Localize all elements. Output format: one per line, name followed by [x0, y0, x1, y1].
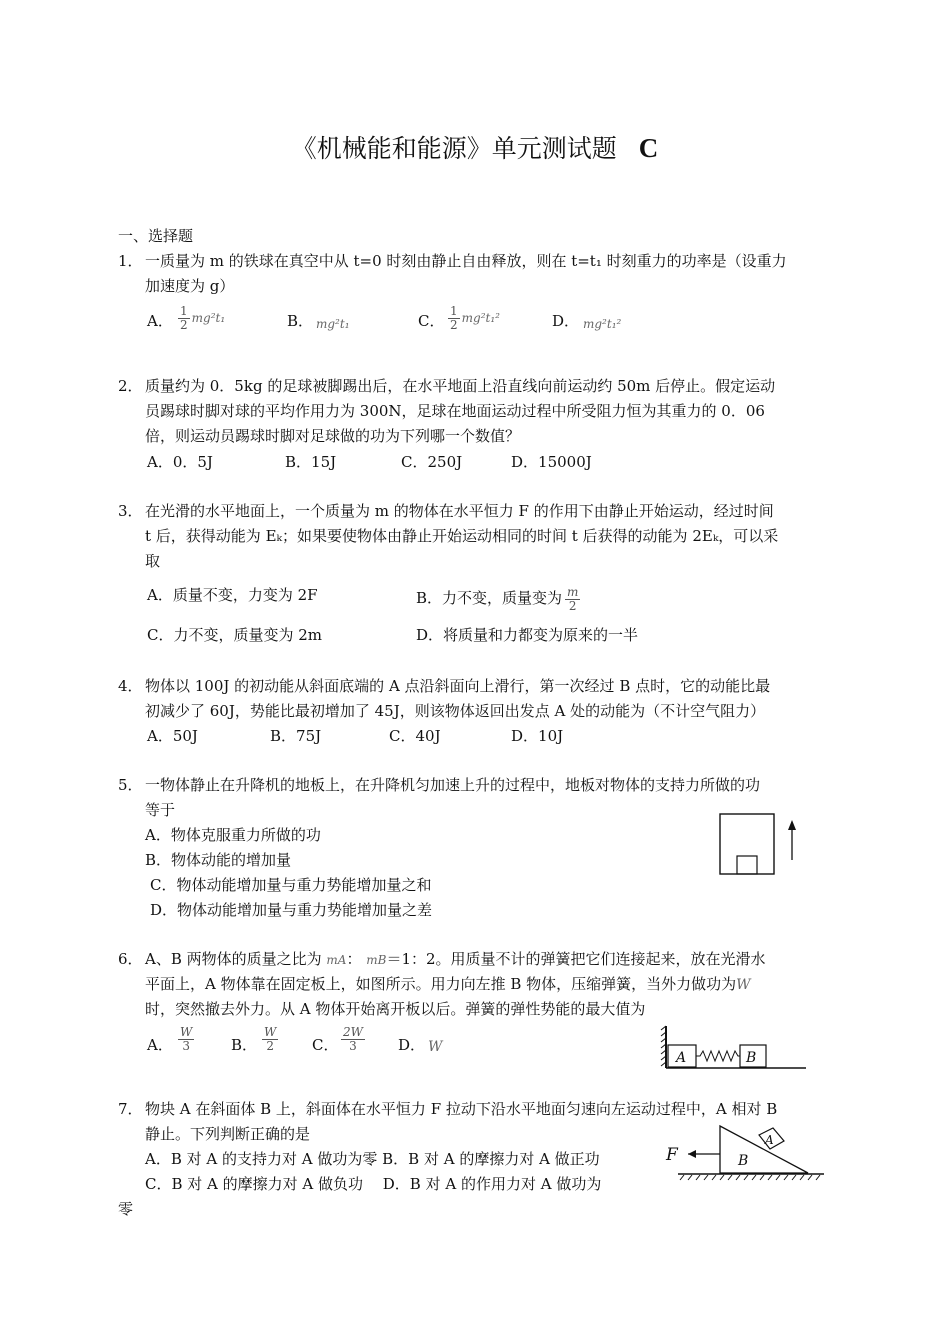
q7-line5: 零 [118, 1200, 134, 1218]
q2-option-b: B．15J [285, 453, 337, 471]
q1-option-c-label: C． [418, 312, 445, 330]
spring-blocks-diagram [660, 1024, 810, 1074]
q6-line1-start: A、B 两物体的质量之比为 [145, 950, 322, 968]
ground-hatching [680, 1175, 820, 1180]
q6-line2 [145, 975, 751, 995]
q1-option-a-expr: mg²t₁ [191, 311, 226, 326]
incline-b-label: B [738, 1153, 749, 1169]
spring [696, 1051, 740, 1061]
elevator-car [720, 814, 774, 874]
title-letter: C [638, 133, 659, 163]
q5-option-d: D．物体动能增加量与重力势能增加量之差 [150, 901, 433, 919]
title-text: 《机械能和能源》单元测试题 [291, 134, 617, 163]
q1-line1: 一质量为 m 的铁球在真空中从 t=0 时刻由静止自由释放，则在 t=t₁ 时刻重力的功率是（设重力 [145, 252, 787, 270]
q5-line2: 等于 [145, 801, 176, 819]
q1-option-d-label: D． [552, 312, 580, 330]
q3-line3: 取 [145, 552, 161, 570]
force-f-label: F [666, 1145, 678, 1165]
q6-option-b-label: B． [231, 1036, 258, 1054]
q6-mass-a: mA [326, 953, 347, 967]
q4-option-a: A．50J [147, 727, 198, 745]
q3-line2: t 后，获得动能为 Eₖ；如果要使物体由静止开始运动相同的时间 t 后获得的动能为 2Eₖ，可以采 [145, 527, 779, 545]
q1-option-c-formula: $\frac{1}{2}$ mg²t₁² [450, 304, 500, 332]
incline-diagram [664, 1118, 829, 1186]
q3-option-b-text: B．力不变，质量变为 [416, 589, 563, 608]
q7-line1: 物块 A 在斜面体 B 上，斜面体在水平恒力 F 拉动下沿水平地面匀速向左运动过程中，A 相对 B [145, 1100, 778, 1118]
q6-mass-b: mB [366, 953, 387, 967]
q1-option-c-expr: mg²t₁² [461, 311, 500, 326]
q6-option-b-den: 2 [266, 1038, 274, 1053]
fixed-wall [661, 1026, 666, 1068]
q1-option-a-formula: $\frac{1}{2}$ mg²t₁ [180, 304, 226, 332]
q6-option-a-den: 3 [182, 1038, 190, 1053]
block-on-incline-label: A [765, 1133, 774, 1147]
q6-option-a-frac [176, 1026, 196, 1052]
q5-number: 5． [118, 776, 143, 794]
q1-option-b-label: B． [287, 312, 314, 330]
q5-option-c: C．物体动能增加量与重力势能增加量之和 [150, 876, 432, 894]
q6-line1: A、B 两物体的质量之比为 mA： mB＝1：2。用质量不计的弹簧把它们连接起来，放在光滑水 [145, 950, 766, 968]
q6-option-d-label: D． [398, 1036, 426, 1054]
q3-option-d: D．将质量和力都变为原来的一半 [416, 626, 639, 644]
q3-line1: 在光滑的水平地面上，一个质量为 m 的物体在水平恒力 F 的作用下由静止开始运动，经过时间 [145, 502, 774, 520]
q6-line2-text: 平面上，A 物体靠在固定板上，如图所示。用力向左推 B 物体，压缩弹簧，当外力做功为 [145, 975, 737, 993]
q7-line2: 静止。下列判断正确的是 [145, 1125, 311, 1143]
q6-option-c-num: 2W [343, 1025, 363, 1039]
block-a-label: A [676, 1050, 687, 1066]
q6-option-c-label: C． [312, 1036, 339, 1054]
block-b-label: B [746, 1050, 757, 1066]
q4-number: 4． [118, 677, 143, 695]
q1-option-d-expr: mg²t₁² [583, 317, 622, 331]
q1-number: 1． [118, 252, 143, 270]
q5-option-b: B．物体动能的增加量 [145, 851, 292, 869]
q6-option-b-num: W [264, 1025, 277, 1039]
q1-option-b-formula [316, 314, 350, 333]
q6-option-c-den: 3 [349, 1038, 357, 1053]
q6-number: 6． [118, 950, 143, 968]
elevator-diagram [718, 812, 808, 878]
q6-line3: 时，突然撤去外力。从 A 物体开始离开板以后。弹簧的弹性势能的最大值为 [145, 1000, 646, 1018]
q6-option-d-expr: W [428, 1039, 443, 1055]
q2-option-d: D．15000J [511, 453, 592, 471]
q6-option-c-frac [339, 1026, 367, 1052]
q4-option-b: B．75J [270, 727, 322, 745]
q6-line1-end: ＝1：2。用质量不计的弹簧把它们连接起来，放在光滑水 [386, 950, 766, 968]
up-arrow-icon [788, 820, 796, 860]
q4-option-c: C．40J [389, 727, 441, 745]
q2-line1: 质量约为 0．5kg 的足球被脚踢出后，在水平地面上沿直线向前运动约 50m 后停止。假定运动 [145, 377, 776, 395]
q4-line2: 初减少了 60J，势能比最初增加了 45J，则该物体返回出发点 A 处的动能为（不计空气阻力） [145, 702, 766, 720]
q1-option-b-expr: mg²t₁ [316, 317, 350, 331]
q7-line4: C．B 对 A 的摩擦力对 A 做负功 D．B 对 A 的作用力对 A 做功为 [145, 1175, 602, 1193]
q5-option-a: A．物体克服重力所做的功 [145, 826, 321, 844]
q2-line2: 员踢球时脚对球的平均作用力为 300N，足球在地面运动过程中所受阻力恒为其重力的 0．06 [145, 402, 765, 420]
q6-option-a-num: W [180, 1025, 193, 1039]
q3-option-a: A．质量不变，力变为 2F [147, 586, 318, 604]
q2-number: 2． [118, 377, 143, 395]
q6-option-b-frac [260, 1026, 280, 1052]
q6-option-a-label: A． [147, 1036, 173, 1054]
q1-line2: 加速度为 g） [145, 277, 235, 295]
q4-line1: 物体以 100J 的初动能从斜面底端的 A 点沿斜面向上滑行，第一次经过 B 点时，它的动能比最 [145, 677, 771, 695]
q1-option-a-label: A． [147, 312, 173, 330]
q3-number: 3． [118, 502, 143, 520]
elevator-object [737, 856, 757, 874]
section-heading: 一、选择题 [118, 227, 194, 245]
q2-line3: 倍，则运动员踢球时脚对足球做的功为下列哪一个数值？ [145, 427, 521, 445]
page-title [0, 132, 950, 166]
q2-option-c: C．250J [401, 453, 463, 471]
q5-line1: 一物体静止在升降机的地板上，在升降机匀加速上升的过程中，地板对物体的支持力所做的功 [145, 776, 761, 794]
q6-line2-w: W [736, 977, 751, 993]
q1-option-d-formula [583, 314, 621, 333]
q2-option-a: A．0．5J [147, 453, 213, 471]
q3-option-b: B．力不变，质量变为 $\frac{m}{2}$ [416, 585, 579, 613]
q7-number: 7． [118, 1100, 143, 1118]
q3-option-c: C．力不变，质量变为 2m [147, 626, 323, 644]
q6-option-d-formula [428, 1037, 442, 1057]
left-arrow-icon [688, 1150, 720, 1158]
q4-option-d: D．10J [511, 727, 564, 745]
q7-line3: A．B 对 A 的支持力对 A 做功为零 B．B 对 A 的摩擦力对 A 做正功 [145, 1150, 600, 1168]
